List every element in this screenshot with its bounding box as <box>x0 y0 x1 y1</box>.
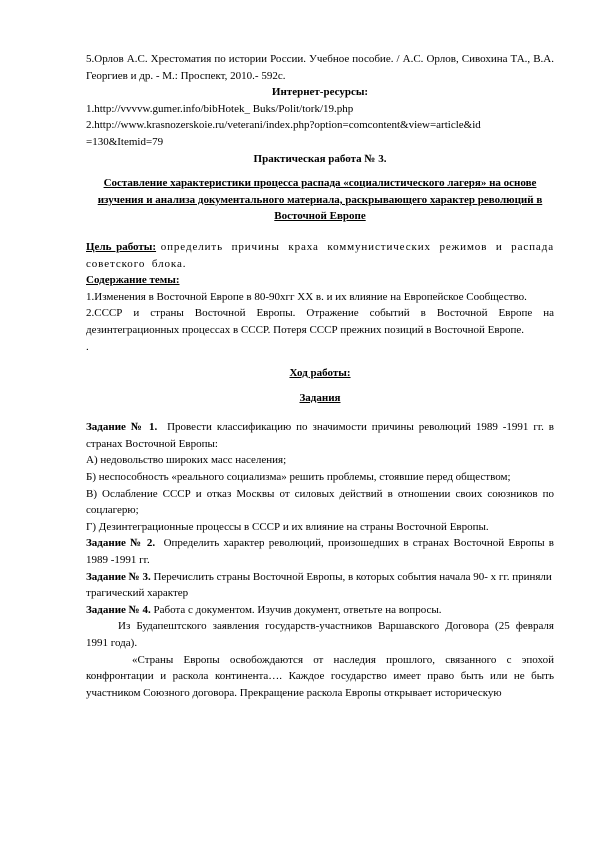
stray-mark: . <box>86 340 89 353</box>
theme-content-item: 1.Изменения в Восточной Европе в 80-90хгг XX в. и их влияние на Европейское Сообщество. <box>86 290 527 303</box>
internet-resources-heading: Интернет-ресурсы: <box>271 86 369 99</box>
task-text: Работа с документом. Изучив документ, ответьте на вопросы. <box>153 603 442 616</box>
task-text: Определить характер революций, произошедших в странах Восточной Европы в 1989 -1991 гг. <box>86 537 554 567</box>
progress-heading: Ход работы: <box>289 367 351 380</box>
goal-text: определить причины краха коммунистических режимов и распада советского блока. <box>86 240 554 270</box>
theme-content-item: 2.СССР и страны Восточной Европы. Отражение событий в Восточной Европе на дезинтеграционных процессах в СССР. Потеря СССР прежних позиций в Восточной Европе. <box>86 307 554 336</box>
tasks-heading: Задания <box>299 391 341 404</box>
task-label: Задание № 1. <box>86 421 158 434</box>
task-1 <box>86 419 554 452</box>
bibliography-item: 5.Орлов А.С. Хрестоматия по истории России. Учебное пособие. / А.С. Орлов, Сивохина ТА., В.А. Георгиев и др. - М.: Проспект, 2010.- 592с. <box>86 53 554 82</box>
task-4 <box>86 602 554 619</box>
task-option: А) недовольство широких масс населения; <box>86 454 287 467</box>
document-quote: «Страны Европы освобождаются от наследия прошлого, связанного с эпохой конфронтации и раскола континента…. Каждое государство имеет право быть или не быть участником Союзного договора. Прекращение раскола Европы открывает историческую <box>86 653 554 699</box>
practical-work-title: Практическая работа № 3. <box>253 152 387 165</box>
task-option: Г) Дезинтеграционные процессы в СССР и их влияние на страны Восточной Европы. <box>86 520 489 533</box>
document-source: Из Будапештского заявления государств-участников Варшавского Договора (25 февраля 1991 года). <box>86 620 554 649</box>
task-3 <box>86 569 554 602</box>
work-subject-heading: Составление характеристики процесса распада «социалистического лагеря» на основе изучения и анализа документального материала, раскрывающего характер революций в Восточной Европе <box>97 177 543 223</box>
theme-content-heading: Содержание темы: <box>86 274 180 287</box>
page-content <box>86 51 554 701</box>
internet-link[interactable]: 1.http://vvvvw.gumer.info/bibHotek_ Buks/Polit/tork/19.php <box>86 102 354 115</box>
internet-link[interactable]: 2.http://www.krasnozerskoie.ru/veterani/index.php?option=comcontent&view=article&id =130&Itemid=79 <box>86 119 481 148</box>
task-label: Задание № 3. <box>86 570 151 583</box>
task-text: Перечислить страны Восточной Европы, в которых события начала 90- х гг. приняли трагический характер <box>86 570 552 600</box>
task-2 <box>86 535 554 568</box>
goal-paragraph <box>86 239 554 272</box>
task-option: Б) неспособность «реального социализма» решить проблемы, стоявшие перед обществом; <box>86 471 511 484</box>
task-option: В) Ослабление СССР и отказ Москвы от силовых действий в отношении своих союзников по соцлагерю; <box>86 487 554 517</box>
task-label: Задание № 4. <box>86 603 151 616</box>
goal-label: Цель работы: <box>86 240 157 253</box>
task-text: Провести классификацию по значимости причины революций 1989 -1991 гг. в странах Восточной Европы: <box>86 421 554 450</box>
task-label: Задание № 2. <box>86 537 156 550</box>
